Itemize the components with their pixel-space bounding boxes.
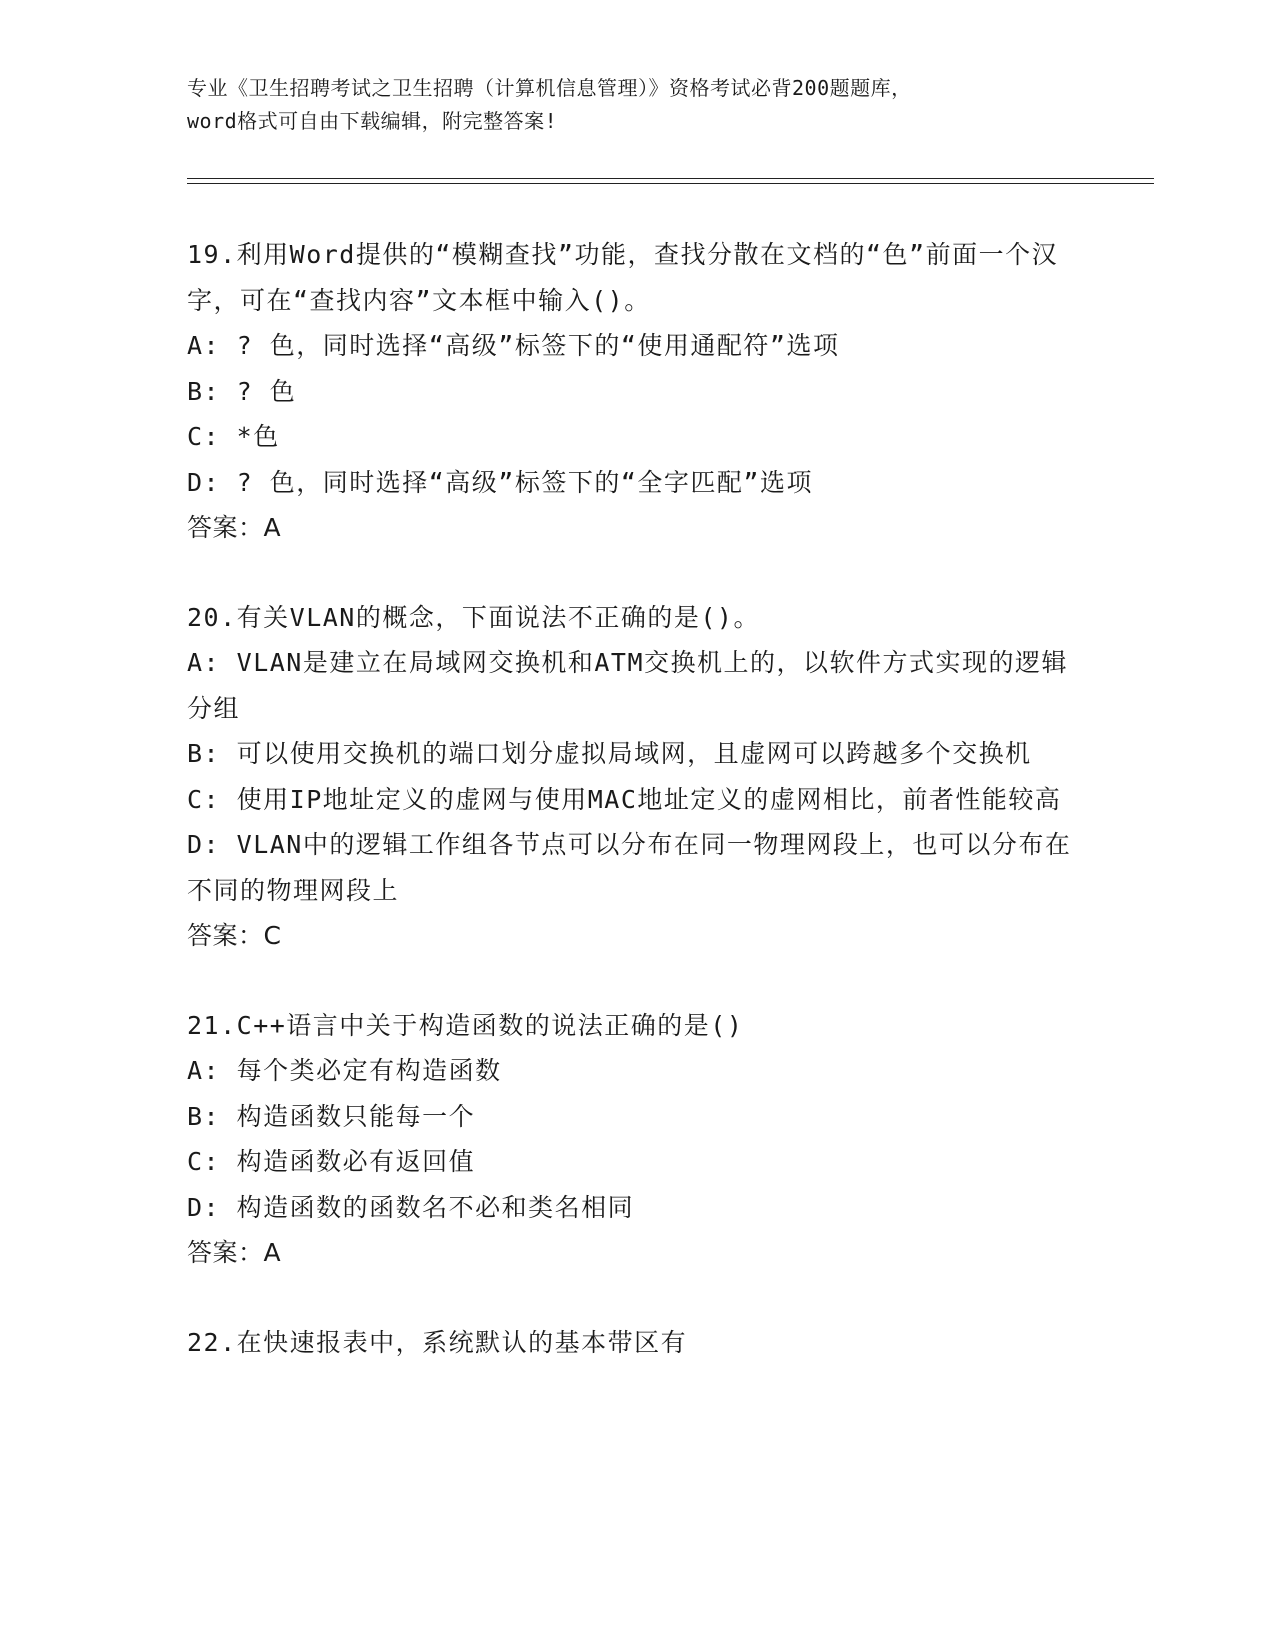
option-d: D: VLAN中的逻辑工作组各节点可以分布在同一物理网段上，也可以分布在不同的物理网段上 [187,830,1072,905]
question-stem: 22.在快速报表中，系统默认的基本带区有 [187,1327,688,1357]
answer-label: 答案：A [187,513,282,542]
option-a: A: 每个类必定有构造函数 [187,1056,502,1085]
option-b: B: 构造函数只能每一个 [187,1101,476,1131]
option-c: C: 使用IP地址定义的虚网与使用MAC地址定义的虚网相比，前者性能较高 [187,784,1062,814]
question-stem: 19.利用Word提供的“模糊查找”功能，查找分散在文档的“色”前面一个汉字，可在“查找内容”文本框中输入()。 [187,240,1059,315]
header-divider-bottom [187,183,1154,184]
question-20 [187,595,1087,959]
question-22 [187,1320,1087,1366]
header-line-1: 专业《卫生招聘考试之卫生招聘（计算机信息管理）》资格考试必背200题题库， [187,76,912,100]
option-a: A: ? 色，同时选择“高级”标签下的“使用通配符”选项 [187,331,840,360]
question-19 [187,232,1087,551]
question-list [187,232,1087,1365]
question-stem: 21.C++语言中关于构造函数的说法正确的是() [187,1010,744,1040]
question-21 [187,1003,1087,1276]
document-header [187,72,1087,138]
option-c: C: 构造函数必有返回值 [187,1147,476,1176]
option-b: B: 可以使用交换机的端口划分虚拟局域网，且虚网可以跨越多个交换机 [187,739,1032,768]
header-divider-top [187,178,1154,179]
option-a: A: VLAN是建立在局域网交换机和ATM交换机上的，以软件方式实现的逻辑分组 [187,648,1069,723]
answer-label: 答案：A [187,1238,282,1267]
answer-label: 答案：C [187,921,282,950]
header-line-2: word格式可自由下载编辑，附完整答案! [187,109,558,133]
option-b: B: ? 色 [187,376,297,406]
option-c: C: *色 [187,422,280,451]
option-d: D: ? 色，同时选择“高级”标签下的“全字匹配”选项 [187,467,813,497]
question-stem: 20.有关VLAN的概念，下面说法不正确的是()。 [187,602,760,632]
option-d: D: 构造函数的函数名不必和类名相同 [187,1192,635,1222]
